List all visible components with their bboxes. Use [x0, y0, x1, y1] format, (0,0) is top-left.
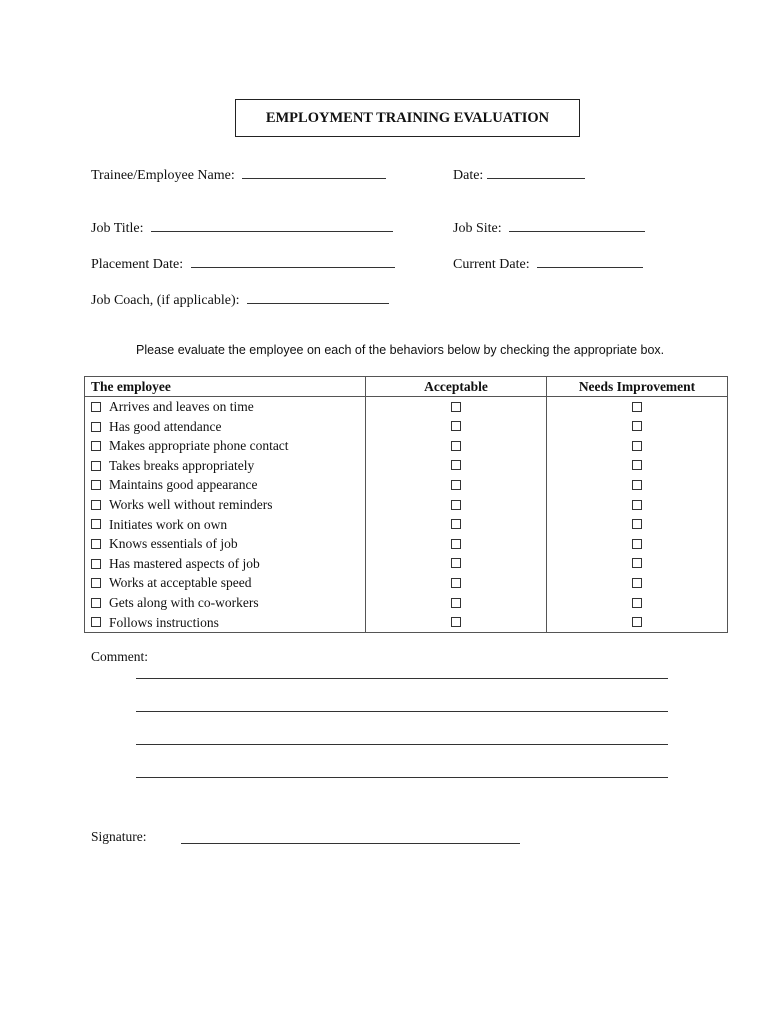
needs-improvement-checkbox[interactable]	[632, 578, 642, 588]
acceptable-cell	[366, 436, 547, 456]
comment-line[interactable]	[136, 678, 668, 679]
needs-improvement-cell	[547, 475, 728, 495]
table-row	[85, 397, 728, 417]
behavior-label: Takes breaks appropriately	[109, 457, 255, 473]
row-checkbox[interactable]	[91, 402, 101, 412]
behavior-label: Makes appropriate phone contact	[109, 438, 289, 454]
name-field	[91, 166, 386, 184]
job-site-label: Job Site:	[453, 221, 502, 236]
comment-label: Comment:	[91, 649, 148, 664]
current-date-label: Current Date:	[453, 257, 530, 272]
row-checkbox[interactable]	[91, 461, 101, 471]
acceptable-checkbox[interactable]	[451, 460, 461, 470]
needs-improvement-cell	[547, 593, 728, 613]
table-row	[85, 417, 728, 437]
behavior-cell	[85, 456, 366, 476]
behavior-cell	[85, 534, 366, 554]
needs-improvement-cell	[547, 417, 728, 437]
behavior-cell	[85, 397, 366, 417]
table-row	[85, 534, 728, 554]
acceptable-cell	[366, 613, 547, 633]
table-row	[85, 593, 728, 613]
row-checkbox[interactable]	[91, 598, 101, 608]
needs-improvement-cell	[547, 495, 728, 515]
needs-improvement-cell	[547, 515, 728, 535]
behavior-cell	[85, 573, 366, 593]
acceptable-cell	[366, 534, 547, 554]
placement-date-field	[91, 255, 395, 273]
table-row	[85, 456, 728, 476]
job-site-blank[interactable]	[509, 219, 645, 232]
placement-date-blank[interactable]	[191, 255, 395, 268]
header-employee: The employee	[85, 377, 366, 397]
acceptable-checkbox[interactable]	[451, 598, 461, 608]
row-checkbox[interactable]	[91, 500, 101, 510]
row-checkbox[interactable]	[91, 480, 101, 490]
needs-improvement-cell	[547, 397, 728, 417]
needs-improvement-checkbox[interactable]	[632, 539, 642, 549]
table-row	[85, 515, 728, 535]
placement-date-label: Placement Date:	[91, 257, 184, 272]
acceptable-checkbox[interactable]	[451, 617, 461, 627]
behavior-cell	[85, 475, 366, 495]
comment-line[interactable]	[136, 711, 668, 712]
acceptable-cell	[366, 417, 547, 437]
acceptable-checkbox[interactable]	[451, 539, 461, 549]
header-needs-improvement: Needs Improvement	[547, 377, 728, 397]
job-site-field	[453, 219, 645, 237]
behavior-label: Works at acceptable speed	[109, 575, 252, 591]
job-title-label: Job Title:	[91, 221, 144, 236]
needs-improvement-checkbox[interactable]	[632, 460, 642, 470]
job-title-field	[91, 219, 393, 237]
row-checkbox[interactable]	[91, 617, 101, 627]
table-header-row	[85, 377, 728, 397]
acceptable-checkbox[interactable]	[451, 558, 461, 568]
row-checkbox[interactable]	[91, 539, 101, 549]
acceptable-checkbox[interactable]	[451, 480, 461, 490]
needs-improvement-checkbox[interactable]	[632, 519, 642, 529]
needs-improvement-checkbox[interactable]	[632, 598, 642, 608]
needs-improvement-checkbox[interactable]	[632, 617, 642, 627]
acceptable-checkbox[interactable]	[451, 421, 461, 431]
job-coach-blank[interactable]	[247, 291, 389, 304]
instructions: Please evaluate the employee on each of the behaviors below by checking the appropriate box.	[136, 343, 665, 357]
needs-improvement-checkbox[interactable]	[632, 441, 642, 451]
behavior-label: Knows essentials of job	[109, 536, 238, 552]
current-date-field	[453, 255, 643, 273]
acceptable-checkbox[interactable]	[451, 441, 461, 451]
behavior-label: Has mastered aspects of job	[109, 555, 260, 571]
table-row	[85, 436, 728, 456]
needs-improvement-cell	[547, 573, 728, 593]
job-coach-field	[91, 291, 389, 309]
behavior-cell	[85, 417, 366, 437]
behavior-label: Arrives and leaves on time	[109, 399, 254, 414]
table-row	[85, 495, 728, 515]
date-blank[interactable]	[487, 166, 585, 179]
row-checkbox[interactable]	[91, 519, 101, 529]
row-checkbox[interactable]	[91, 559, 101, 569]
behavior-cell	[85, 495, 366, 515]
comment-line[interactable]	[136, 777, 668, 778]
acceptable-cell	[366, 554, 547, 574]
behavior-label: Works well without reminders	[109, 496, 273, 512]
needs-improvement-cell	[547, 456, 728, 476]
job-coach-label: Job Coach, (if applicable):	[91, 293, 240, 308]
job-title-blank[interactable]	[151, 219, 393, 232]
behavior-cell	[85, 613, 366, 633]
row-checkbox[interactable]	[91, 422, 101, 432]
row-checkbox[interactable]	[91, 441, 101, 451]
date-label: Date:	[453, 168, 484, 183]
form-title: EMPLOYMENT TRAINING EVALUATION	[235, 99, 580, 137]
needs-improvement-checkbox[interactable]	[632, 402, 642, 412]
comment-line[interactable]	[136, 744, 668, 745]
date-field	[453, 166, 585, 184]
current-date-blank[interactable]	[537, 255, 643, 268]
acceptable-cell	[366, 456, 547, 476]
table-row	[85, 475, 728, 495]
needs-improvement-checkbox[interactable]	[632, 558, 642, 568]
behavior-label: Gets along with co-workers	[109, 594, 259, 610]
behavior-cell	[85, 593, 366, 613]
behavior-label: Initiates work on own	[109, 516, 228, 532]
name-label: Trainee/Employee Name:	[91, 168, 235, 183]
acceptable-cell	[366, 397, 547, 417]
table-row	[85, 554, 728, 574]
behavior-label: Maintains good appearance	[109, 477, 258, 493]
needs-improvement-checkbox[interactable]	[632, 480, 642, 490]
evaluation-table	[84, 376, 728, 633]
acceptable-cell	[366, 593, 547, 613]
needs-improvement-cell	[547, 534, 728, 554]
needs-improvement-checkbox[interactable]	[632, 500, 642, 510]
behavior-label: Has good attendance	[109, 418, 222, 434]
acceptable-cell	[366, 495, 547, 515]
acceptable-checkbox[interactable]	[451, 402, 461, 412]
behavior-cell	[85, 554, 366, 574]
name-blank[interactable]	[242, 166, 386, 179]
acceptable-cell	[366, 515, 547, 535]
behavior-cell	[85, 515, 366, 535]
table-row	[85, 573, 728, 593]
needs-improvement-cell	[547, 436, 728, 456]
acceptable-checkbox[interactable]	[451, 578, 461, 588]
header-acceptable: Acceptable	[366, 377, 547, 397]
needs-improvement-cell	[547, 554, 728, 574]
signature-line[interactable]	[181, 843, 520, 844]
behavior-label: Follows instructions	[109, 614, 219, 630]
needs-improvement-checkbox[interactable]	[632, 421, 642, 431]
behavior-cell	[85, 436, 366, 456]
needs-improvement-cell	[547, 613, 728, 633]
acceptable-checkbox[interactable]	[451, 519, 461, 529]
signature-label: Signature:	[91, 829, 147, 844]
acceptable-checkbox[interactable]	[451, 500, 461, 510]
row-checkbox[interactable]	[91, 578, 101, 588]
acceptable-cell	[366, 573, 547, 593]
table-row	[85, 613, 728, 633]
acceptable-cell	[366, 475, 547, 495]
